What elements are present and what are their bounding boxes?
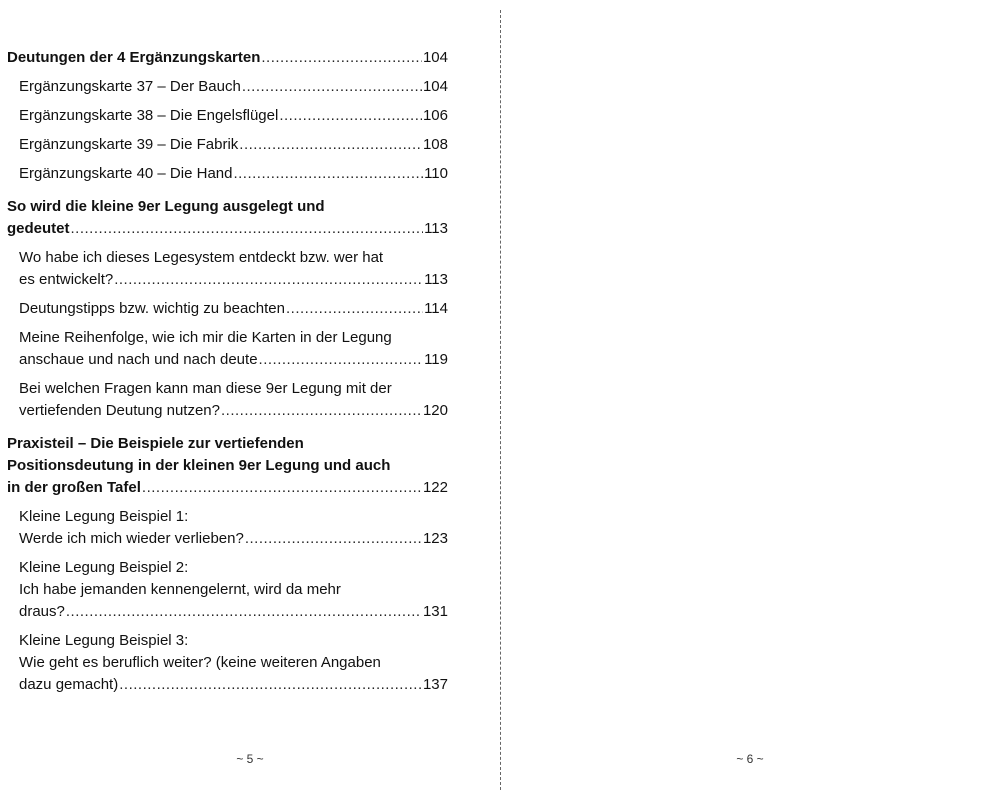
- toc-entry-title-line: in der großen Tafel: [7, 479, 141, 496]
- toc-page-number: 137: [422, 676, 448, 693]
- toc-entry-row: [19, 269, 448, 291]
- toc-section-entry[interactable]: [7, 163, 448, 185]
- toc-entry-title-line: Praxisteil – Die Beispiele zur vertiefenden: [7, 435, 304, 452]
- toc-entry-title-line: Wie geht es beruflich weiter? (keine weiteren Angaben: [19, 654, 381, 671]
- toc-entry-row: [19, 400, 448, 422]
- toc-page-number: 131: [422, 603, 448, 620]
- toc-entry-title-line: Ergänzungskarte 39 – Die Fabrik: [19, 136, 239, 153]
- toc-entry-row: [19, 298, 448, 320]
- toc-section-entry[interactable]: [7, 327, 448, 371]
- toc-entry-title-line: vertiefenden Deutung nutzen?: [19, 402, 220, 419]
- toc-entry-title-line: Deutungen der 4 Ergänzungskarten: [7, 49, 261, 66]
- toc-entry-title-line: Ergänzungskarte 40 – Die Hand: [19, 165, 233, 182]
- dot-leader: [233, 163, 423, 185]
- toc-page-number: 108: [422, 136, 448, 153]
- toc-entry-row: [19, 105, 448, 127]
- toc-page-number: 120: [422, 402, 448, 419]
- dot-leader: [239, 134, 422, 156]
- toc-entry-title-line: Wo habe ich dieses Legesystem entdeckt bzw. wer hat: [19, 249, 384, 266]
- toc-entry-title-line: Positionsdeutung in der kleinen 9er Legung und auch: [7, 457, 391, 474]
- dot-leader: [242, 76, 422, 98]
- toc-entry-row: [19, 134, 448, 156]
- dot-leader: [245, 528, 422, 550]
- toc-entry-row: [19, 163, 448, 185]
- toc-section-entry[interactable]: [7, 105, 448, 127]
- dot-leader: [114, 269, 423, 291]
- toc-page-number: 104: [422, 78, 448, 95]
- dot-leader: [66, 601, 422, 623]
- toc-chapter-entry[interactable]: [7, 196, 448, 240]
- toc-entry-title-line: Bei welchen Fragen kann man diese 9er Legung mit der: [19, 380, 392, 397]
- dot-leader: [71, 218, 424, 240]
- toc-section-entry[interactable]: [7, 298, 448, 320]
- toc-section-entry[interactable]: [7, 630, 448, 696]
- page-number-right: ~ 6 ~: [736, 752, 764, 766]
- toc-entry-row: [19, 76, 448, 98]
- dot-leader: [279, 105, 422, 127]
- toc-chapter-entry[interactable]: [7, 47, 448, 69]
- toc-section-entry[interactable]: [7, 247, 448, 291]
- toc-section-entry[interactable]: [7, 506, 448, 550]
- toc-entry-title-line: Ergänzungskarte 38 – Die Engelsflügel: [19, 107, 279, 124]
- dot-leader: [286, 298, 423, 320]
- toc-entry-row: [7, 477, 448, 499]
- toc-section-entry[interactable]: [7, 134, 448, 156]
- right-page: [500, 0, 1000, 800]
- page-number-left: ~ 5 ~: [236, 752, 264, 766]
- toc-entry-row: [19, 528, 448, 550]
- toc-section-entry[interactable]: [7, 378, 448, 422]
- toc-entry-title-line: draus?: [19, 603, 65, 620]
- toc-entry-title-line: So wird die kleine 9er Legung ausgelegt und: [7, 198, 325, 215]
- toc-section-entry[interactable]: [7, 557, 448, 623]
- dot-leader: [259, 349, 424, 371]
- toc-entry-title-line: Kleine Legung Beispiel 3:: [19, 632, 189, 649]
- dot-leader: [261, 47, 422, 69]
- toc-entry-title-line: gedeutet: [7, 220, 70, 237]
- toc-entry-title-line: Kleine Legung Beispiel 2:: [19, 559, 189, 576]
- toc-page-number: 122: [422, 479, 448, 496]
- toc-entry-row: [19, 601, 448, 623]
- toc-page-number: 113: [424, 271, 448, 288]
- toc-section-entry[interactable]: [7, 76, 448, 98]
- toc-entry-title-line: Ich habe jemanden kennengelernt, wird da mehr: [19, 581, 341, 598]
- dot-leader: [142, 477, 422, 499]
- toc-page-number: 114: [424, 300, 448, 317]
- toc-entry-title-line: Kleine Legung Beispiel 1:: [19, 508, 189, 525]
- toc-entry-title-line: Meine Reihenfolge, wie ich mir die Karten in der Legung: [19, 329, 392, 346]
- toc-entry-row: [7, 47, 448, 69]
- toc-page-number: 106: [422, 107, 448, 124]
- toc-page-number: 110: [424, 165, 448, 182]
- toc-page-number: 123: [422, 530, 448, 547]
- left-toc: [7, 47, 448, 703]
- toc-entry-row: [19, 349, 448, 371]
- toc-entry-title-line: dazu gemacht): [19, 676, 119, 693]
- toc-entry-row: [7, 218, 448, 240]
- toc-entry-title-line: es entwickelt?: [19, 271, 114, 288]
- toc-page-number: 113: [424, 220, 448, 237]
- toc-page-number: 104: [422, 49, 448, 66]
- toc-entry-title-line: anschaue und nach und nach deute: [19, 351, 258, 368]
- dot-leader: [221, 400, 422, 422]
- toc-entry-row: [19, 674, 448, 696]
- toc-entry-title-line: Ergänzungskarte 37 – Der Bauch: [19, 78, 241, 95]
- dot-leader: [119, 674, 422, 696]
- toc-entry-title-line: Deutungstipps bzw. wichtig zu beachten: [19, 300, 285, 317]
- toc-entry-title-line: Werde ich mich wieder verlieben?: [19, 530, 244, 547]
- toc-page-number: 119: [424, 351, 448, 368]
- toc-chapter-entry[interactable]: [7, 433, 448, 499]
